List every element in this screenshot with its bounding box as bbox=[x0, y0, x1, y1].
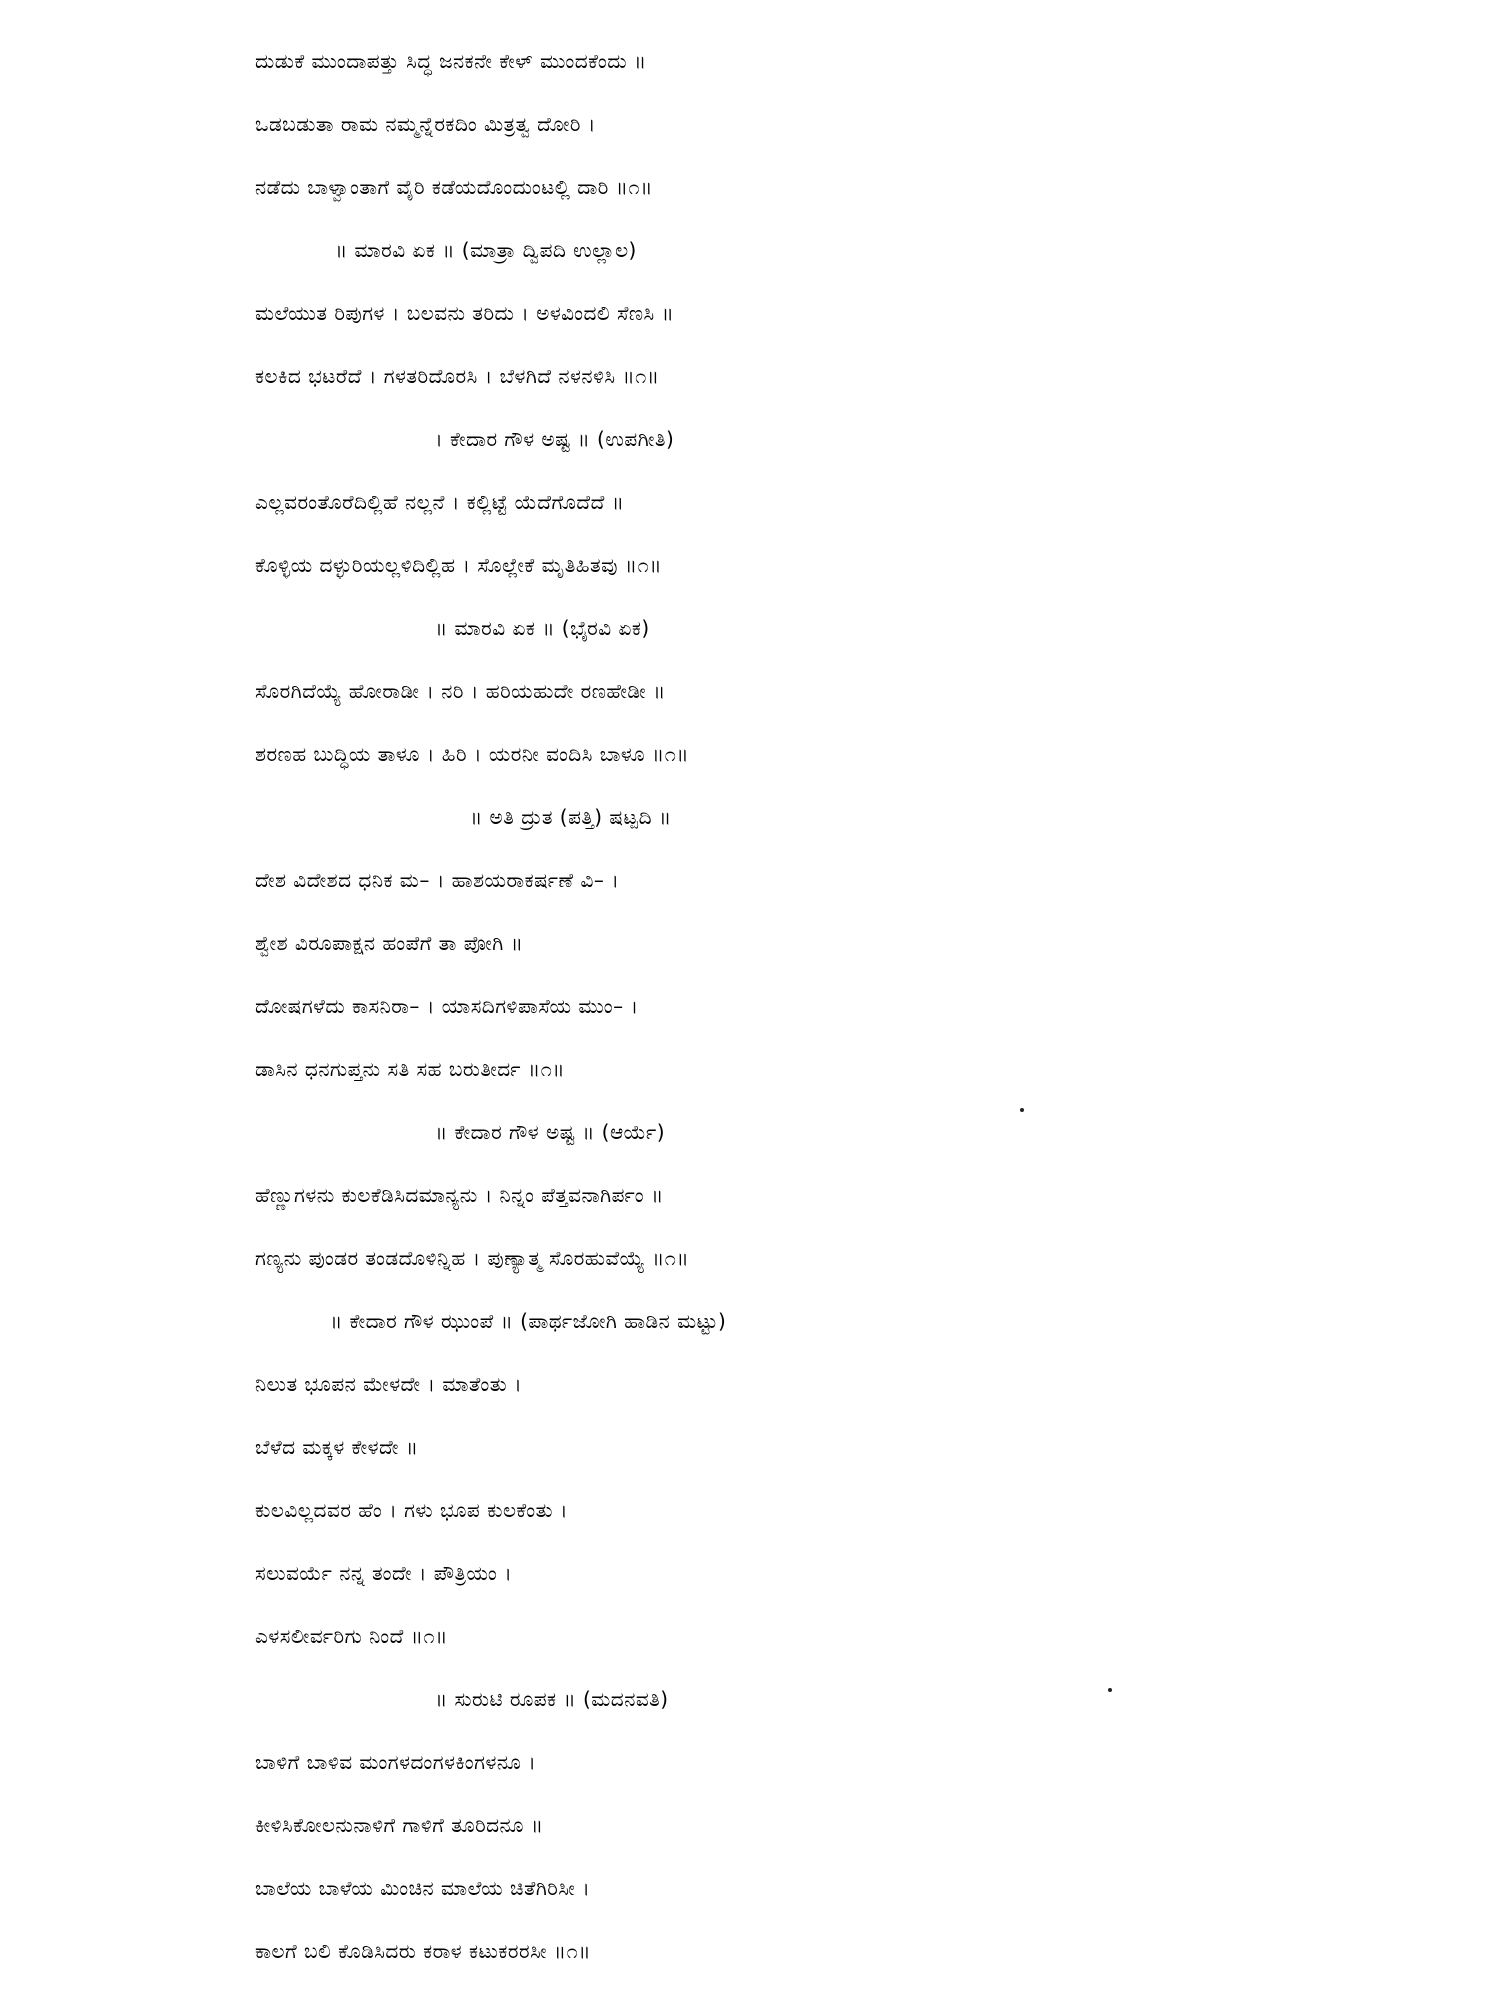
verse-line: ಕಲಕಿದ ಭಟರೆದೆ । ಗಳತರಿದೊರಸಿ । ಬೆಳಗಿದೆ ನಳನಳಿಸಿ ॥೧॥ bbox=[255, 364, 660, 388]
verse-line: ಗಣ್ಯನು ಪುಂಡರ ತಂಡದೊಳಿನ್ನಿಹ । ಪುಣ್ಯಾತ್ಮ ಸೊರಹುವೆಯ್ಯೆ ॥೧॥ bbox=[255, 1246, 690, 1270]
raga-tala-heading: ॥ ಕೇದಾರ ಗೌಳ ಅಷ್ಟ ॥ (ಆರ್ಯೆ) bbox=[435, 1120, 666, 1144]
verse-line: ಹೆಣ್ಣುಗಳನು ಕುಲಕೆಡಿಸಿದಮಾನ್ಯನು । ನಿನ್ನಂ ಪೆತ್ತವನಾಗಿರ್ಪಂ ॥ bbox=[255, 1183, 664, 1207]
verse-line: ಶರಣಹ ಬುದ್ಧಿಯ ತಾಳೂ । ಹಿರಿ । ಯರನೀ ವಂದಿಸಿ ಬಾಳೂ ॥೧॥ bbox=[255, 742, 689, 766]
verse-line: ನಡೆದು ಬಾಳ್ವಾಂತಾಗೆ ವೈರಿ ಕಡೆಯದೊಂದುಂಟಲ್ಲಿ ದಾರಿ ॥೧॥ bbox=[255, 175, 653, 199]
verse-line: ದೇಶ ವಿದೇಶದ ಧನಿಕ ಮ– । ಹಾಶಯರಾಕರ್ಷಣೆ ವಿ– । bbox=[255, 868, 620, 892]
yakshagana-verse-text bbox=[0, 30, 1500, 1983]
verse-line: ಎಳಸಲೀರ್ವರಿಗು ನಿಂದೆ ॥೧॥ bbox=[255, 1624, 448, 1648]
verse-line: ಸಲುವರ್ಯೆ ನನ್ನ ತಂದೇ । ಪೌತ್ರಿಯಂ । bbox=[255, 1561, 513, 1585]
verse-line: ಬೆಳೆದ ಮಕ್ಕಳ ಕೇಳದೇ ॥ bbox=[255, 1435, 419, 1459]
verse-line: ನಿಲುತ ಭೂಪನ ಮೇಳದೇ । ಮಾತೆಂತು । bbox=[255, 1372, 523, 1396]
verse-line: ಕೀಳಿಸಿಕೋಲನುನಾಳಿಗೆ ಗಾಳಿಗೆ ತೂರಿದನೂ ॥ bbox=[255, 1813, 544, 1837]
verse-line: ಡಾಸಿನ ಧನಗುಪ್ತನು ಸತಿ ಸಹ ಬರುತೀರ್ದ ॥೧॥ bbox=[255, 1057, 565, 1081]
verse-line: ಮಲೆಯುತ ರಿಪುಗಳ । ಬಲವನು ತರಿದು । ಅಳವಿಂದಲಿ ಸೆಣಸಿ ॥ bbox=[255, 301, 675, 325]
raga-tala-heading: ॥ ಮಾರವಿ ಏಕ ॥ (ಮಾತ್ರಾ ದ್ವಿಪದಿ ಉಲ್ಲಾಲ) bbox=[335, 238, 637, 262]
raga-tala-heading: ॥ ಕೇದಾರ ಗೌಳ ಝುಂಪೆ ॥ (ಪಾರ್ಥಜೋಗಿ ಹಾಡಿನ ಮಟ್ಟು) bbox=[330, 1309, 727, 1333]
verse-line: ಬಾಲೆಯ ಬಾಳೆಯ ಮಿಂಚಿನ ಮಾಲೆಯ ಚಿತೆಗಿರಿಸೀ । bbox=[255, 1876, 591, 1900]
verse-line: ಕಾಲಗೆ ಬಲಿ ಕೊಡಿಸಿದರು ಕರಾಳ ಕಟುಕರರಸೀ ॥೧॥ bbox=[255, 1939, 591, 1963]
verse-line: ಎಲ್ಲವರಂತೊರೆದಿಲ್ಲಿಹೆ ನಲ್ಲನೆ । ಕಲ್ಲಿಟ್ಟೆ ಯೆದೆಗೊದೆದೆ ॥ bbox=[255, 490, 625, 514]
verse-line: ಕೊಳ್ಳಿಯ ದಳ್ಳುರಿಯಲ್ಲಳಿದಿಲ್ಲಿಹ । ಸೊಲ್ಲೇಕೆ ಮೃತಿಹಿತವು ॥೧॥ bbox=[255, 553, 662, 577]
verse-line: ಒಡಬಡುತಾ ರಾಮ ನಮ್ಮನ್ನೆರಕದಿಂ ಮಿತ್ರತ್ವ ದೋರಿ । bbox=[255, 112, 596, 136]
raga-tala-heading: ॥ ಅತಿ ದ್ರುತ (ಪತ್ತಿ) ಷಟ್ಪದಿ ॥ bbox=[470, 805, 672, 829]
raga-tala-heading: । ಕೇದಾರ ಗೌಳ ಅಷ್ಟ ॥ (ಉಪಗೀತಿ) bbox=[435, 427, 675, 451]
verse-line: ಬಾಳಿಗೆ ಬಾಳಿವ ಮಂಗಳದಂಗಳಕಿಂಗಳನೂ । bbox=[255, 1750, 537, 1774]
verse-line: ಶ್ವೇಶ ವಿರೂಪಾಕ್ಷನ ಹಂಪೆಗೆ ತಾ ಪೋಗಿ ॥ bbox=[255, 931, 524, 955]
raga-tala-heading: ॥ ಮಾರವಿ ಏಕ ॥ (ಭೈರವಿ ಏಕ) bbox=[435, 616, 650, 640]
raga-tala-heading: ॥ ಸುರುಟಿ ರೂಪಕ ॥ (ಮದನವತಿ) bbox=[435, 1687, 669, 1711]
verse-line: ದುಡುಕೆ ಮುಂದಾಪತ್ತು ಸಿದ್ಧ ಜನಕನೇ ಕೇಳ್ ಮುಂದಕೆಂದು ॥ bbox=[255, 49, 647, 73]
verse-line: ದೋಷಗಳೆದು ಕಾಸನಿರಾ– । ಯಾಸದಿಗಳಿಪಾಸೆಯ ಮುಂ– । bbox=[255, 994, 639, 1018]
verse-line: ಸೊರಗಿದೆಯ್ಯೆ ಹೋರಾಡೀ । ನರಿ । ಹರಿಯಹುದೇ ರಣಹೇಡೀ ॥ bbox=[255, 679, 666, 703]
verse-line: ಕುಲವಿಲ್ಲದವರ ಹೆಂ । ಗಳು ಭೂಪ ಕುಲಕೆಂತು । bbox=[255, 1498, 568, 1522]
